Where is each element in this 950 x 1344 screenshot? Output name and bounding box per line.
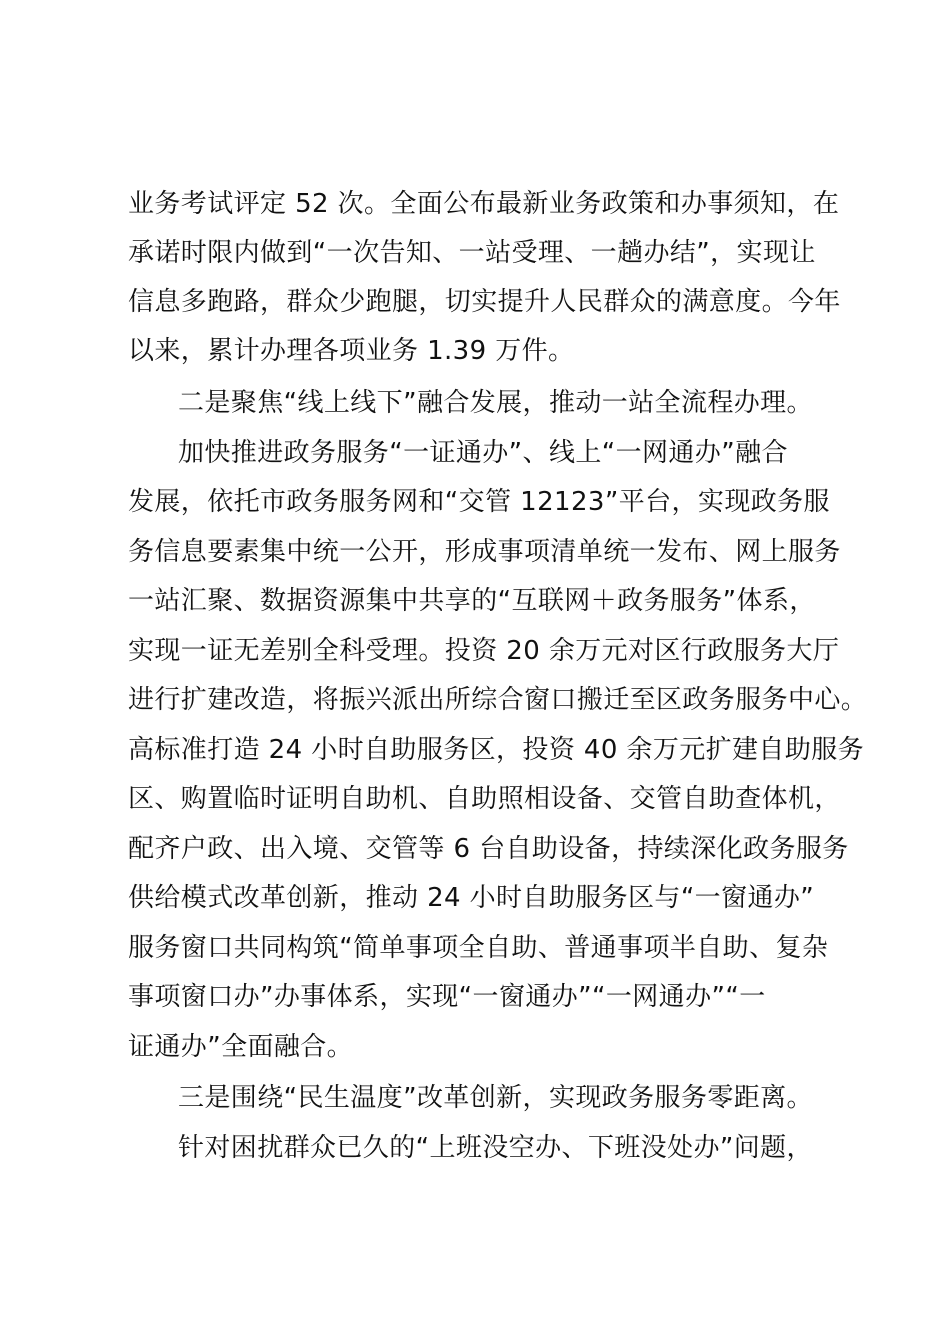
text-line: 供给模式改革创新，推动 24 小时自助服务区与“一窗通办” <box>128 883 815 913</box>
paragraph-first-line: 针对困扰群众已久的“上班没空办、下班没处办”问题， <box>178 1133 813 1163</box>
text-line: 承诺时限内做到“一次告知、一站受理、一趟办结”，实现让 <box>128 238 816 268</box>
section-heading: 三是围绕“民生温度”改革创新，实现政务服务零距离。 <box>178 1083 813 1113</box>
paragraph-first-line: 加快推进政务服务“一证通办”、线上“一网通办”融合 <box>178 438 788 468</box>
text-line: 服务窗口共同构筑“简单事项全自助、普通事项半自助、复杂 <box>128 933 829 963</box>
text-line: 实现一证无差别全科受理。投资 20 余万元对区行政服务大厅 <box>128 636 840 666</box>
text-line: 以来，累计办理各项业务 1.39 万件。 <box>128 336 575 366</box>
text-line: 发展，依托市政务服务网和“交管 12123”平台，实现政务服 <box>128 487 830 517</box>
text-line: 业务考试评定 52 次。全面公布最新业务政策和办事须知，在 <box>128 189 840 219</box>
text-line: 进行扩建改造，将振兴派出所综合窗口搬迁至区政务服务中心。 <box>128 685 868 715</box>
text-line: 证通办”全面融合。 <box>128 1032 354 1062</box>
text-line: 高标准打造 24 小时自助服务区，投资 40 余万元扩建自助服务 <box>128 735 865 765</box>
section-heading: 二是聚焦“线上线下”融合发展，推动一站全流程办理。 <box>178 388 813 418</box>
text-line: 务信息要素集中统一公开，形成事项清单统一发布、网上服务 <box>128 537 841 567</box>
text-line: 一站汇聚、数据资源集中共享的“互联网＋政务服务”体系， <box>128 586 816 616</box>
text-line: 事项窗口办”办事体系，实现“一窗通办”“一网通办”“一 <box>128 982 766 1012</box>
text-line: 信息多跑路，群众少跑腿，切实提升人民群众的满意度。今年 <box>128 287 841 317</box>
text-line: 配齐户政、出入境、交管等 6 台自助设备，持续深化政务服务 <box>128 834 849 864</box>
text-line: 区、购置临时证明自助机、自助照相设备、交管自助查体机， <box>128 784 841 814</box>
